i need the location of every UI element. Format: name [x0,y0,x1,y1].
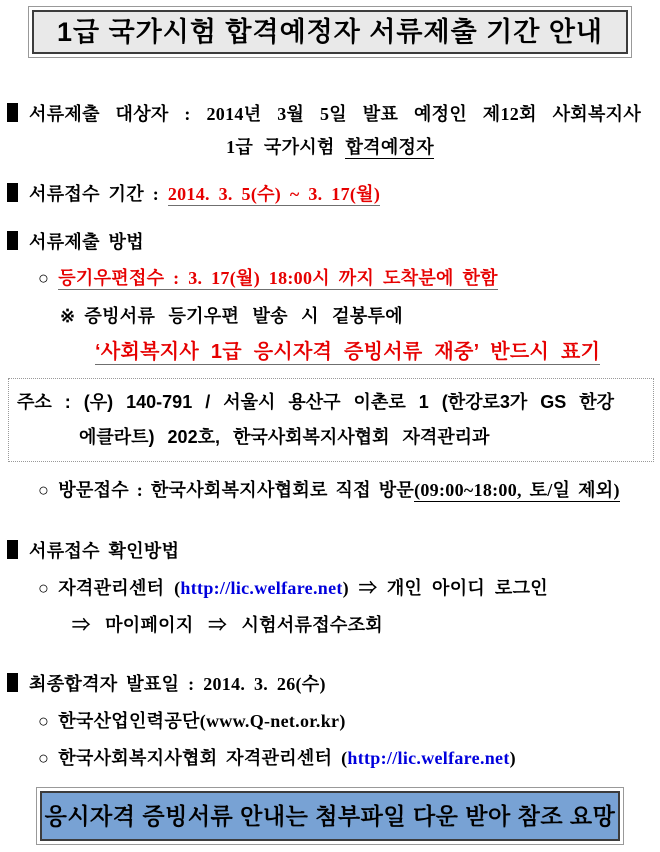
method-heading [7,229,144,255]
note-mark-icon: ※ [60,306,76,326]
recipients-line2-text: 1급 국가시험 [226,137,346,157]
kasw-text-post: ) [509,748,516,768]
recipients-highlight: 합격예정자 [345,137,434,157]
circle-bullet-icon: ○ [38,268,50,288]
welfare-link[interactable]: http://lic.welfare.net [180,578,343,598]
circle-bullet-icon: ○ [38,578,50,598]
qnet-text: 한국산업인력공단(www.Q-net.or.kr) [58,711,346,731]
kasw-line [38,745,516,771]
footer-notice-box [36,787,624,845]
confirm-center-pre: 자격관리센터 ( [58,578,181,598]
circle-bullet-icon: ○ [38,480,50,500]
page-title: 1급 국가시험 합격예정자 서류제출 기간 안내 [32,10,628,54]
section-marker-icon [7,540,18,559]
visit-text: 방문접수 : 한국사회복지사협회로 직접 방문 [58,480,415,500]
visit-hours: (09:00~18:00, 토/일 제외) [414,480,620,500]
section-marker-icon [7,183,18,202]
address-box [8,378,654,462]
confirm-center-line [38,575,548,601]
note-line [60,303,403,329]
confirm-heading-text: 서류접수 확인방법 [29,541,180,561]
circle-bullet-icon: ○ [38,711,50,731]
section-marker-icon [7,231,18,250]
kasw-text: 한국사회복지사협회 자격관리센터 ( [58,748,348,768]
section-marker-icon [7,103,18,122]
recipients-line2 [0,134,660,160]
registered-mail-line [38,265,498,291]
note-text: 증빙서류 등기우편 발송 시 겉봉투에 [84,306,403,326]
registered-mail-text: 등기우편접수 : 3. 17(월) 18:00시 까지 도착분에 한함 [58,268,498,288]
confirm-heading [7,538,179,564]
recipients-line1 [7,101,641,127]
address-line2: 에클라트) 202호, 한국사회복지사협회 자격관리과 [79,427,490,447]
period-line [7,181,380,207]
address-line1: 주소 : (우) 140-791 / 서울시 용산구 이촌로 1 (한강로3가 GS 한강 [17,392,615,412]
method-heading-text: 서류제출 방법 [29,232,144,252]
circle-bullet-icon: ○ [38,748,50,768]
footer-notice-text: 응시자격 증빙서류 안내는 첨부파일 다운 받아 참조 요망 [40,791,620,841]
envelope-line [95,339,600,365]
confirm-path-line: ⇒ 마이페이지 ⇒ 시험서류접수조회 [72,615,383,635]
announcement-heading [7,671,326,697]
envelope-text: ‘사회복지사 1급 응시자격 증빙서류 재중’ 반드시 표기 [95,341,601,363]
title-box [28,6,632,58]
qnet-line [38,708,346,734]
announcement-heading-text: 최종합격자 발표일 : 2014. 3. 26(수) [29,674,326,694]
welfare-link-2[interactable]: http://lic.welfare.net [347,748,510,768]
section-marker-icon [7,673,18,692]
confirm-center-post: ) ⇒ 개인 아이디 로그인 [342,578,548,598]
visit-line [38,477,620,503]
period-label: 서류접수 기간 : [29,184,168,204]
recipients-line1-text: 서류제출 대상자 : 2014년 3월 5일 발표 예정인 제12회 사회복지사 [29,104,642,124]
period-value: 2014. 3. 5(수) ~ 3. 17(월) [167,184,381,204]
